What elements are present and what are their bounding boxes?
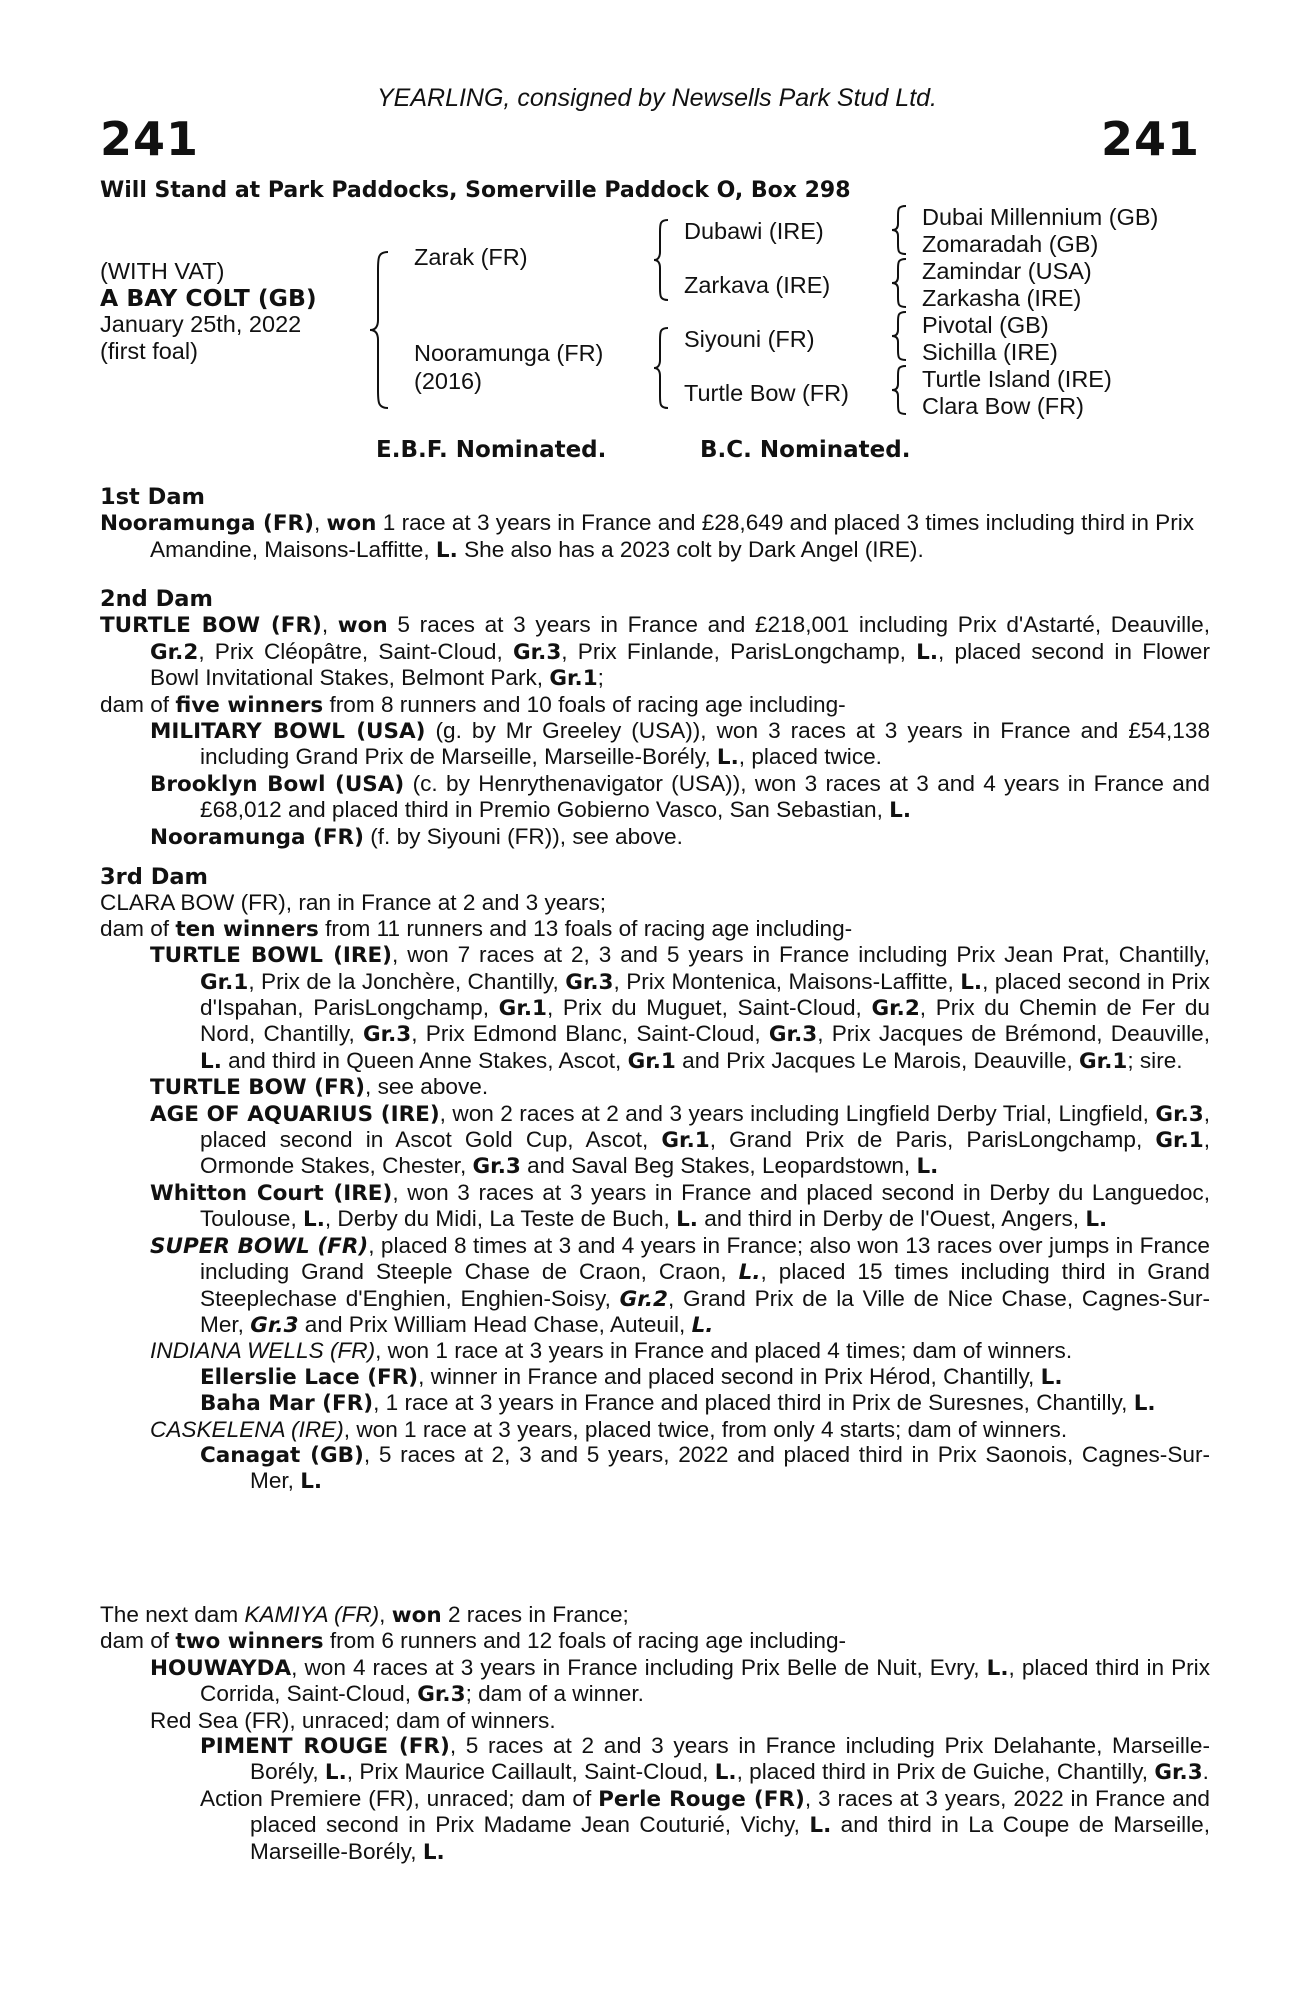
next-dam-line: The next dam KAMIYA (FR), won 2 races in France; — [100, 1602, 629, 1628]
ebf-nomination: E.B.F. Nominated. — [376, 437, 607, 463]
first-dam-heading: 1st Dam — [100, 484, 205, 510]
pedigree-dds: Turtle Island (IRE) — [922, 366, 1112, 392]
dd-brace — [890, 364, 910, 416]
pedigree-sds: Zamindar (USA) — [922, 258, 1092, 284]
ds-brace — [890, 310, 910, 362]
next-dam-produce-intro: dam of two winners from 6 runners and 12 foals of racing age including- — [100, 1628, 847, 1655]
first-dam-paragraph: Nooramunga (FR), won 1 race at 3 years in France and £28,649 and placed 3 times including third in Prix Amandine, Maisons-Laffitte, L. She also has a 2023 colt by Dark Angel (IRE). — [100, 510, 1195, 563]
produce-caskelena: CASKELENA (IRE), won 1 race at 3 years, placed twice, from only 4 starts; dam of winners. — [150, 1416, 1068, 1442]
third-dam-produce-intro: dam of ten winners from 11 runners and 13 foals of racing age including- — [100, 915, 853, 942]
pedigree-ssd: Zomaradah (GB) — [922, 231, 1099, 257]
produce-baha-mar: Baha Mar (FR), 1 race at 3 years in France and placed third in Prix de Suresnes, Chantilly, L. — [200, 1390, 1156, 1417]
lot-number-right: 241 — [1100, 112, 1200, 166]
dam-brace — [652, 326, 672, 410]
pedigree-sire-dam: Zarkava (IRE) — [684, 272, 831, 298]
lot-number-left: 241 — [100, 112, 200, 166]
vat-note: (WITH VAT) — [100, 258, 225, 284]
third-dam-section — [100, 865, 1210, 1495]
produce-turtle-bowl: TURTLE BOWL (IRE), won 7 races at 2, 3 and 5 years in France including Prix Jean Prat, Chantilly, Gr.1, Prix de la Jonchère, Chantilly, Gr.3, Prix Montenica, Maisons-Laffitte, L., placed second in Prix d'Ispahan, ParisLongchamp, Gr.1, Prix du Muguet, Saint-Cloud, Gr.2, Prix du Chemin de Fer du Nord, Chantilly, Gr.3, Prix Edmond Blanc, Saint-Cloud, Gr.3, Prix Jacques de Brémond, Deauville, L. and third in Queen Anne Stakes, Ascot, Gr.1 and Prix Jacques Le Marois, Deauville, Gr.1; sire. — [150, 942, 1210, 1074]
third-dam-heading: 3rd Dam — [100, 864, 208, 890]
sire-brace — [652, 218, 672, 302]
pedigree-sire: Zarak (FR) — [414, 244, 528, 270]
bc-nomination: B.C. Nominated. — [700, 437, 911, 463]
pedigree-sire-sire: Dubawi (IRE) — [684, 218, 824, 244]
second-dam-produce-intro: dam of five winners from 8 runners and 10 foals of racing age including- — [100, 691, 846, 718]
pedigree-dam-sire: Siyouni (FR) — [684, 326, 815, 352]
second-dam-section — [100, 587, 1210, 850]
produce-brooklyn-bowl: Brooklyn Bowl (USA) (c. by Henrythenavigator (USA)), won 3 races at 3 and 4 years in France and £68,012 and placed third in Premio Gobierno Vasco, San Sebastian, L. — [150, 770, 1210, 824]
sire-dam-brace — [368, 250, 392, 410]
consignment-line: YEARLING, consigned by Newsells Park Stud Ltd. — [377, 84, 937, 112]
horse-name: A BAY COLT (GB) — [100, 284, 317, 312]
horse-dob: January 25th, 2022 — [100, 311, 302, 337]
pedigree-dsd: Sichilla (IRE) — [922, 339, 1058, 365]
produce-action-premiere: Action Premiere (FR), unraced; dam of Perle Rouge (FR), 3 races at 3 years, 2022 in France and placed second in Prix Madame Jean Couturié, Vichy, L. and third in La Coupe de Marseille, Marseille-Borély, L. — [200, 1785, 1210, 1865]
next-dam-section — [100, 1602, 1210, 1865]
second-dam-heading: 2nd Dam — [100, 586, 213, 612]
produce-red-sea: Red Sea (FR), unraced; dam of winners. — [150, 1707, 556, 1733]
sd-brace — [890, 257, 910, 309]
pedigree-dam: Nooramunga (FR) — [414, 340, 604, 366]
produce-canagat: Canagat (GB), 5 races at 2, 3 and 5 years, 2022 and placed third in Prix Saonois, Cagnes-Sur-Mer, L. — [200, 1441, 1211, 1495]
third-dam-line: CLARA BOW (FR), ran in France at 2 and 3 years; — [100, 890, 607, 916]
second-dam-paragraph: TURTLE BOW (FR), won 5 races at 3 years in France and £218,001 including Prix d'Astarté, Deauville, Gr.2, Prix Cléopâtre, Saint-Cloud, Gr.3, Prix Finlande, ParisLongchamp, L., placed second in Flower Bowl Invitational Stakes, Belmont Park, Gr.1; — [100, 612, 1210, 692]
produce-super-bowl: SUPER BOWL (FR), placed 8 times at 3 and 4 years in France; also won 13 races over jumps in France including Grand Steeple Chase de Craon, Craon, L., placed 15 times including third in Grand Steeplechase d'Enghien, Enghien-Soisy, Gr.2, Grand Prix de la Ville de Nice Chase, Cagnes-Sur-Mer, Gr.3 and Prix William Head Chase, Auteuil, L. — [150, 1232, 1210, 1338]
pedigree-ddd: Clara Bow (FR) — [922, 393, 1084, 419]
pedigree-sdd: Zarkasha (IRE) — [922, 285, 1082, 311]
produce-indiana-wells: INDIANA WELLS (FR), won 1 race at 3 years in France and placed 4 times; dam of winners. — [150, 1338, 1073, 1364]
stand-location: Will Stand at Park Paddocks, Somerville Paddock O, Box 298 — [100, 178, 851, 203]
produce-military-bowl: MILITARY BOWL (USA) (g. by Mr Greeley (USA)), won 3 races at 3 years in France and £54,138 including Grand Prix de Marseille, Marseille-Borély, L., placed twice. — [150, 718, 1211, 771]
produce-ellerslie-lace: Ellerslie Lace (FR), winner in France and placed second in Prix Hérod, Chantilly, L. — [200, 1363, 1063, 1390]
pedigree-sss: Dubai Millennium (GB) — [922, 204, 1159, 230]
horse-foal-note: (first foal) — [100, 338, 198, 364]
pedigree-dam-dam: Turtle Bow (FR) — [684, 380, 849, 406]
ss-brace — [890, 204, 910, 256]
produce-piment-rouge: PIMENT ROUGE (FR), 5 races at 2 and 3 years in France including Prix Delahante, Marseille-Borély, L., Prix Maurice Caillault, Saint-Cloud, L., placed third in Prix de Guiche, Chantilly, Gr.3. — [200, 1733, 1210, 1786]
produce-nooramunga: Nooramunga (FR) (f. by Siyouni (FR)), see above. — [150, 823, 683, 850]
produce-houwayda: HOUWAYDA, won 4 races at 3 years in France including Prix Belle de Nuit, Evry, L., placed third in Prix Corrida, Saint-Cloud, Gr.3; dam of a winner. — [150, 1654, 1211, 1708]
produce-turtle-bow: TURTLE BOW (FR), see above. — [150, 1074, 489, 1101]
pedigree-dam-year: (2016) — [414, 368, 482, 394]
produce-whitton-court: Whitton Court (IRE), won 3 races at 3 years in France and placed second in Derby du Languedoc, Toulouse, L., Derby du Midi, La Teste de Buch, L. and third in Derby de l'Ouest, Angers, L. — [150, 1179, 1210, 1233]
first-dam-section — [100, 485, 1210, 563]
produce-age-of-aquarius: AGE OF AQUARIUS (IRE), won 2 races at 2 and 3 years including Lingfield Derby Trial, Lingfield, Gr.3, placed second in Ascot Gold Cup, Ascot, Gr.1, Grand Prix de Paris, ParisLongchamp, Gr.1, Ormonde Stakes, Chester, Gr.3 and Saval Beg Stakes, Leopardstown, L. — [150, 1100, 1211, 1180]
pedigree-dss: Pivotal (GB) — [922, 312, 1049, 338]
